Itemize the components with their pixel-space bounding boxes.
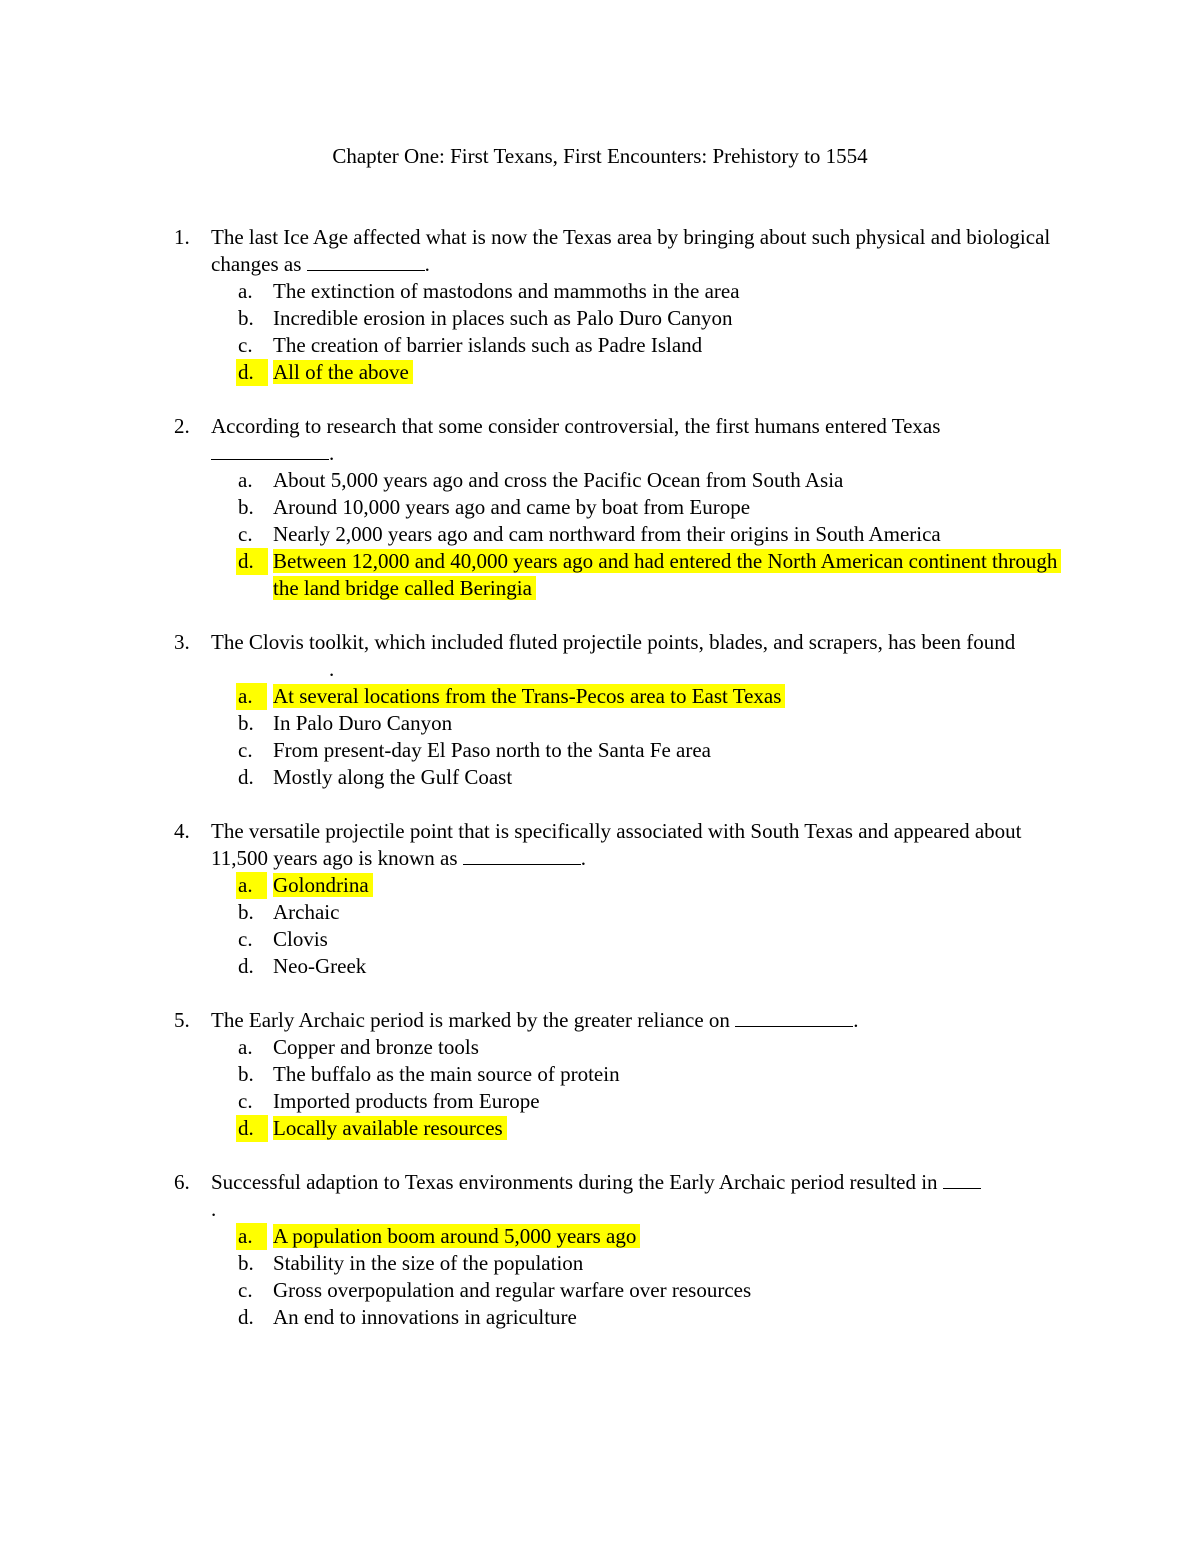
option-c: c. Gross overpopulation and regular warfare over resources — [238, 1278, 752, 1302]
option-a-correct: a. A population boom around 5,000 years ago — [0, 1223, 1073, 1250]
option-d: d. An end to innovations in agriculture — [238, 1305, 577, 1329]
option-list — [0, 467, 1200, 602]
question-5 — [0, 1007, 1200, 1142]
option-b: b. Stability in the size of the population — [238, 1251, 584, 1275]
option-d-correct: d. All of the above — [0, 359, 1073, 386]
option-list — [0, 872, 1200, 980]
option-c: c. The creation of barrier islands such as Padre Island — [238, 333, 703, 357]
page-title: Chapter One: First Texans, First Encounters: Prehistory to 1554 — [332, 144, 868, 168]
option-a: a. Copper and bronze tools — [238, 1035, 479, 1059]
question-stem: The Early Archaic period is marked by the greater reliance on . — [211, 1008, 859, 1032]
question-4 — [0, 818, 1200, 980]
option-b: b. In Palo Duro Canyon — [238, 711, 453, 735]
option-c: c. Clovis — [238, 927, 328, 951]
option-c: c. From present-day El Paso north to the Santa Fe area — [238, 738, 711, 762]
question-list — [0, 224, 1200, 1358]
option-list — [0, 1223, 1200, 1331]
option-c: c. Nearly 2,000 years ago and cam northward from their origins in South America — [238, 522, 941, 546]
answer-blank — [943, 1170, 981, 1189]
option-a: a. About 5,000 years ago and cross the Pacific Ocean from South Asia — [238, 468, 844, 492]
question-number: 6. — [174, 1170, 190, 1194]
question-number: 2. — [174, 414, 190, 438]
question-2 — [0, 413, 1200, 602]
answer-blank — [307, 252, 425, 271]
option-b: b. Around 10,000 years ago and came by boat from Europe — [238, 495, 751, 519]
option-a: a. The extinction of mastodons and mammoths in the area — [238, 279, 740, 303]
question-number: 5. — [174, 1008, 190, 1032]
answer-blank — [211, 658, 329, 676]
option-c: c. Imported products from Europe — [238, 1089, 540, 1113]
question-stem: The last Ice Age affected what is now the Texas area by bringing about such physical and biological changes as . — [211, 225, 1051, 276]
answer-blank — [211, 441, 329, 460]
question-stem: Successful adaption to Texas environments during the Early Archaic period resulted in . — [211, 1170, 1059, 1221]
question-stem: According to research that some consider controversial, the first humans entered Texas . — [211, 414, 941, 465]
option-b: b. The buffalo as the main source of protein — [238, 1062, 620, 1086]
answer-blank — [463, 846, 581, 865]
question-number: 4. — [174, 819, 190, 843]
question-stem: The versatile projectile point that is specifically associated with South Texas and appeared about 11,500 years ago is known as . — [211, 819, 1022, 870]
option-a-correct: a. At several locations from the Trans-Pecos area to East Texas — [0, 683, 1073, 710]
option-list — [0, 278, 1200, 386]
option-list — [0, 1034, 1200, 1142]
question-1 — [0, 224, 1200, 386]
answer-blank — [735, 1008, 853, 1027]
question-number: 3. — [174, 630, 190, 654]
option-d-correct: d. Locally available resources — [0, 1115, 1073, 1142]
option-b: b. Incredible erosion in places such as Palo Duro Canyon — [238, 306, 733, 330]
question-6 — [0, 1169, 1200, 1331]
question-3 — [0, 629, 1200, 791]
option-d: d. Neo-Greek — [238, 954, 367, 978]
option-list — [0, 683, 1200, 791]
option-d-correct: d. Between 12,000 and 40,000 years ago and had entered the North American continent through the land bridge called Beringia — [0, 548, 1073, 602]
question-stem: The Clovis toolkit, which included fluted projectile points, blades, and scrapers, has been found . — [211, 630, 1016, 681]
option-b: b. Archaic — [238, 900, 340, 924]
option-d: d. Mostly along the Gulf Coast — [238, 765, 513, 789]
option-a-correct: a. Golondrina — [0, 872, 1073, 899]
question-number: 1. — [174, 225, 190, 249]
